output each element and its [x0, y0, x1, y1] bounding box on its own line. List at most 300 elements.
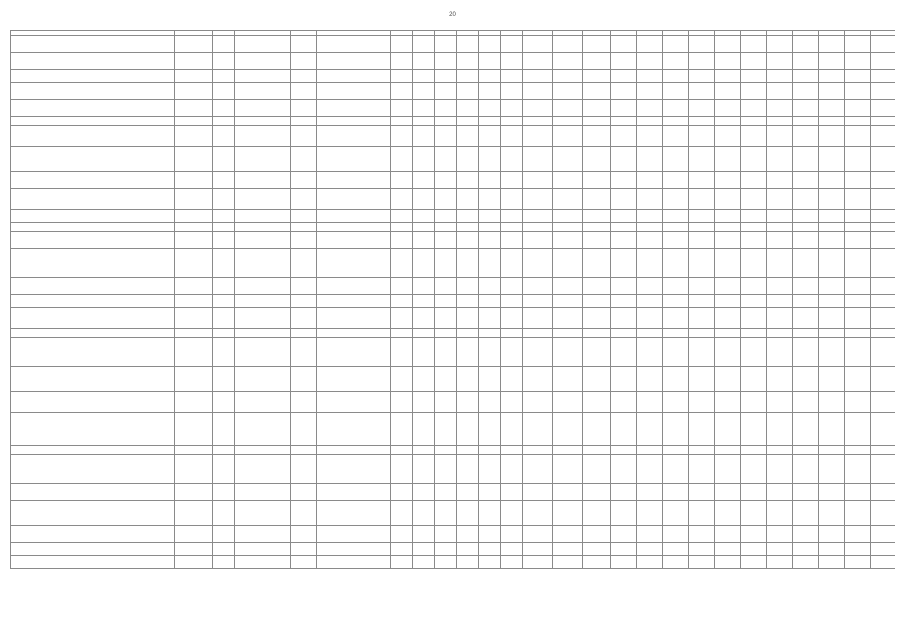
table-cell [583, 36, 611, 53]
table-cell [871, 413, 896, 446]
table-cell [715, 338, 741, 367]
table-cell [715, 249, 741, 278]
table-cell [291, 556, 317, 569]
table-cell [235, 413, 291, 446]
table-cell [767, 223, 793, 232]
table-cell [501, 278, 523, 295]
table-cell [391, 308, 413, 329]
table-cell [793, 232, 819, 249]
table-cell [235, 189, 291, 210]
table-cell [435, 278, 457, 295]
table-cell [819, 126, 845, 147]
table-cell [413, 446, 435, 455]
table-cell [11, 278, 175, 295]
table-cell [663, 210, 689, 223]
table-cell [235, 223, 291, 232]
table-cell [235, 526, 291, 543]
table-row [11, 189, 896, 210]
table-cell [689, 278, 715, 295]
table-cell [235, 392, 291, 413]
table-cell [689, 147, 715, 172]
table-cell [583, 455, 611, 484]
table-cell [435, 100, 457, 117]
table-cell [291, 189, 317, 210]
table-cell [317, 446, 391, 455]
table-cell [479, 295, 501, 308]
table-cell [479, 53, 501, 70]
table-cell [391, 392, 413, 413]
table-cell [501, 446, 523, 455]
table-row [11, 36, 896, 53]
table-cell [291, 413, 317, 446]
table-cell [235, 100, 291, 117]
table-cell [819, 100, 845, 117]
table-cell [793, 210, 819, 223]
table-cell [637, 308, 663, 329]
table-cell [11, 126, 175, 147]
table-cell [11, 53, 175, 70]
table-cell [317, 36, 391, 53]
table-cell [871, 232, 896, 249]
table-cell [213, 329, 235, 338]
table-cell [213, 278, 235, 295]
table-row [11, 526, 896, 543]
table-row [11, 223, 896, 232]
table-row [11, 147, 896, 172]
table-cell [457, 295, 479, 308]
table-cell [663, 367, 689, 392]
table-cell [317, 53, 391, 70]
table-cell [413, 210, 435, 223]
table-cell [611, 556, 637, 569]
table-row [11, 392, 896, 413]
table-cell [175, 413, 213, 446]
table-cell [583, 172, 611, 189]
table-row [11, 278, 896, 295]
table-cell [479, 413, 501, 446]
table-cell [413, 526, 435, 543]
table-row [11, 126, 896, 147]
table-cell [435, 295, 457, 308]
table-cell [871, 117, 896, 126]
table-cell [611, 126, 637, 147]
table-row [11, 83, 896, 100]
table-cell [175, 455, 213, 484]
table-cell [689, 308, 715, 329]
table-cell [11, 100, 175, 117]
table-cell [583, 543, 611, 556]
table-cell [583, 484, 611, 501]
table-cell [715, 543, 741, 556]
table-cell [501, 223, 523, 232]
table-cell [391, 210, 413, 223]
table-cell [871, 367, 896, 392]
table-cell [391, 484, 413, 501]
table-cell [819, 147, 845, 172]
table-cell [637, 147, 663, 172]
table-cell [611, 232, 637, 249]
table-cell [689, 446, 715, 455]
table-cell [663, 526, 689, 543]
table-cell [317, 413, 391, 446]
table-cell [175, 249, 213, 278]
table-cell [871, 249, 896, 278]
table-cell [435, 329, 457, 338]
table-cell [213, 172, 235, 189]
table-cell [663, 501, 689, 526]
table-cell [793, 147, 819, 172]
table-cell [413, 392, 435, 413]
table-cell [175, 117, 213, 126]
table-cell [741, 455, 767, 484]
table-cell [819, 446, 845, 455]
table-cell [637, 413, 663, 446]
table-cell [741, 526, 767, 543]
table-cell [317, 338, 391, 367]
table-cell [291, 223, 317, 232]
table-cell [391, 53, 413, 70]
table-cell [741, 278, 767, 295]
table-cell [11, 329, 175, 338]
table-cell [291, 53, 317, 70]
table-cell [767, 117, 793, 126]
table-cell [175, 392, 213, 413]
table-cell [663, 53, 689, 70]
table-cell [501, 249, 523, 278]
table-cell [175, 83, 213, 100]
table-cell [767, 413, 793, 446]
table-cell [637, 329, 663, 338]
table-cell [479, 392, 501, 413]
table-cell [583, 147, 611, 172]
table-cell [871, 501, 896, 526]
table-cell [435, 543, 457, 556]
table-cell [213, 36, 235, 53]
table-cell [175, 126, 213, 147]
table-cell [637, 446, 663, 455]
table-row [11, 53, 896, 70]
table-cell [317, 172, 391, 189]
table-cell [317, 501, 391, 526]
table-cell [583, 413, 611, 446]
table-cell [715, 501, 741, 526]
table-cell [689, 367, 715, 392]
table-cell [291, 126, 317, 147]
table-cell [213, 526, 235, 543]
table-cell [553, 83, 583, 100]
table-cell [663, 338, 689, 367]
table-cell [457, 338, 479, 367]
table-cell [767, 455, 793, 484]
table-cell [317, 189, 391, 210]
table-cell [175, 543, 213, 556]
table-cell [413, 455, 435, 484]
table-cell [663, 83, 689, 100]
table-cell [413, 278, 435, 295]
table-cell [611, 413, 637, 446]
table-cell [457, 53, 479, 70]
table-cell [583, 126, 611, 147]
table-row [11, 295, 896, 308]
table-cell [235, 83, 291, 100]
table-row [11, 232, 896, 249]
table-cell [767, 210, 793, 223]
table-cell [689, 329, 715, 338]
table-cell [523, 172, 553, 189]
table-cell [715, 36, 741, 53]
table-row [11, 413, 896, 446]
table-cell [871, 278, 896, 295]
table-cell [553, 70, 583, 83]
table-cell [501, 526, 523, 543]
table-cell [413, 249, 435, 278]
table-cell [793, 329, 819, 338]
table-cell [793, 70, 819, 83]
table-cell [523, 501, 553, 526]
table-cell [715, 126, 741, 147]
table-cell [291, 100, 317, 117]
table-cell [457, 367, 479, 392]
table-cell [741, 501, 767, 526]
table-cell [767, 36, 793, 53]
table-cell [553, 223, 583, 232]
table-cell [413, 53, 435, 70]
table-cell [523, 543, 553, 556]
table-cell [317, 308, 391, 329]
table-cell [213, 455, 235, 484]
table-cell [457, 210, 479, 223]
table-cell [663, 295, 689, 308]
table-cell [845, 223, 871, 232]
table-cell [501, 413, 523, 446]
table-cell [637, 249, 663, 278]
table-cell [413, 83, 435, 100]
table-cell [435, 413, 457, 446]
table-cell [213, 210, 235, 223]
table-cell [175, 329, 213, 338]
table-cell [741, 126, 767, 147]
table-cell [317, 83, 391, 100]
table-cell [553, 147, 583, 172]
table-cell [871, 36, 896, 53]
table-cell [501, 126, 523, 147]
table-cell [767, 446, 793, 455]
table-cell [663, 308, 689, 329]
table-cell [213, 117, 235, 126]
table-cell [793, 249, 819, 278]
table-cell [583, 232, 611, 249]
table-cell [689, 53, 715, 70]
table-cell [479, 338, 501, 367]
table-cell [845, 556, 871, 569]
table-cell [845, 367, 871, 392]
table-cell [663, 36, 689, 53]
table-cell [871, 100, 896, 117]
table-cell [391, 413, 413, 446]
table-cell [291, 232, 317, 249]
table-cell [611, 392, 637, 413]
table-cell [317, 100, 391, 117]
table-cell [819, 223, 845, 232]
table-cell [175, 189, 213, 210]
table-cell [11, 308, 175, 329]
table-cell [501, 100, 523, 117]
table-cell [663, 232, 689, 249]
table-cell [741, 53, 767, 70]
table-cell [819, 392, 845, 413]
table-cell [479, 147, 501, 172]
table-cell [871, 210, 896, 223]
table-cell [11, 484, 175, 501]
table-cell [501, 172, 523, 189]
table-cell [689, 117, 715, 126]
table-cell [819, 526, 845, 543]
table-cell [235, 70, 291, 83]
table-cell [553, 392, 583, 413]
table-cell [435, 392, 457, 413]
table-row [11, 172, 896, 189]
table-cell [637, 484, 663, 501]
table-cell [175, 295, 213, 308]
table-cell [479, 446, 501, 455]
table-cell [11, 446, 175, 455]
table-cell [291, 210, 317, 223]
table-cell [553, 249, 583, 278]
table-cell [457, 526, 479, 543]
table-cell [715, 172, 741, 189]
table-cell [583, 446, 611, 455]
table-cell [637, 210, 663, 223]
table-cell [767, 308, 793, 329]
table-cell [479, 501, 501, 526]
table-cell [11, 501, 175, 526]
table-cell [611, 223, 637, 232]
table-cell [845, 117, 871, 126]
table-row [11, 338, 896, 367]
table-cell [523, 338, 553, 367]
table-cell [391, 147, 413, 172]
table-cell [715, 210, 741, 223]
table-cell [741, 329, 767, 338]
table-cell [637, 100, 663, 117]
table-cell [11, 232, 175, 249]
table-cell [819, 189, 845, 210]
table-cell [871, 147, 896, 172]
table-cell [871, 392, 896, 413]
table-cell [767, 367, 793, 392]
table-cell [715, 484, 741, 501]
table-cell [435, 249, 457, 278]
table-cell [611, 172, 637, 189]
table-cell [435, 147, 457, 172]
table-cell [213, 484, 235, 501]
table-cell [793, 83, 819, 100]
table-cell [11, 223, 175, 232]
table-cell [793, 367, 819, 392]
table-cell [413, 543, 435, 556]
table-cell [689, 501, 715, 526]
table-cell [413, 338, 435, 367]
table-cell [689, 36, 715, 53]
table-cell [11, 189, 175, 210]
table-cell [435, 484, 457, 501]
table-cell [553, 53, 583, 70]
table-cell [11, 295, 175, 308]
table-cell [663, 556, 689, 569]
table-cell [501, 83, 523, 100]
table-cell [583, 556, 611, 569]
table-cell [235, 543, 291, 556]
table-cell [413, 36, 435, 53]
table-cell [871, 446, 896, 455]
table-cell [457, 100, 479, 117]
table-cell [663, 484, 689, 501]
table-cell [501, 329, 523, 338]
table-cell [11, 413, 175, 446]
table-cell [871, 189, 896, 210]
table-cell [235, 446, 291, 455]
table-cell [175, 526, 213, 543]
table-cell [317, 117, 391, 126]
table-cell [819, 556, 845, 569]
table-cell [637, 83, 663, 100]
table-cell [523, 413, 553, 446]
table-cell [845, 446, 871, 455]
table-cell [175, 210, 213, 223]
table-cell [317, 210, 391, 223]
table-cell [523, 556, 553, 569]
table-cell [871, 556, 896, 569]
table-cell [871, 126, 896, 147]
table-cell [583, 100, 611, 117]
table-cell [523, 210, 553, 223]
table-cell [457, 172, 479, 189]
table-cell [741, 100, 767, 117]
table-cell [413, 556, 435, 569]
table-cell [11, 249, 175, 278]
table-cell [715, 455, 741, 484]
table-cell [637, 36, 663, 53]
table-cell [11, 147, 175, 172]
table-cell [741, 392, 767, 413]
table-cell [501, 70, 523, 83]
table-cell [845, 126, 871, 147]
table-cell [819, 278, 845, 295]
table-cell [391, 367, 413, 392]
table-row [11, 70, 896, 83]
table-cell [871, 484, 896, 501]
table-cell [793, 446, 819, 455]
table-cell [611, 189, 637, 210]
table-cell [553, 484, 583, 501]
table-cell [11, 526, 175, 543]
table-cell [235, 295, 291, 308]
table-cell [213, 556, 235, 569]
table-cell [317, 147, 391, 172]
table-cell [611, 117, 637, 126]
table-row [11, 308, 896, 329]
table-cell [391, 446, 413, 455]
table-cell [767, 392, 793, 413]
table-cell [611, 83, 637, 100]
table-cell [845, 338, 871, 367]
table-cell [175, 338, 213, 367]
table-cell [413, 295, 435, 308]
table-cell [291, 526, 317, 543]
budget-table-sheet [10, 30, 895, 622]
table-cell [235, 147, 291, 172]
table-row [11, 329, 896, 338]
